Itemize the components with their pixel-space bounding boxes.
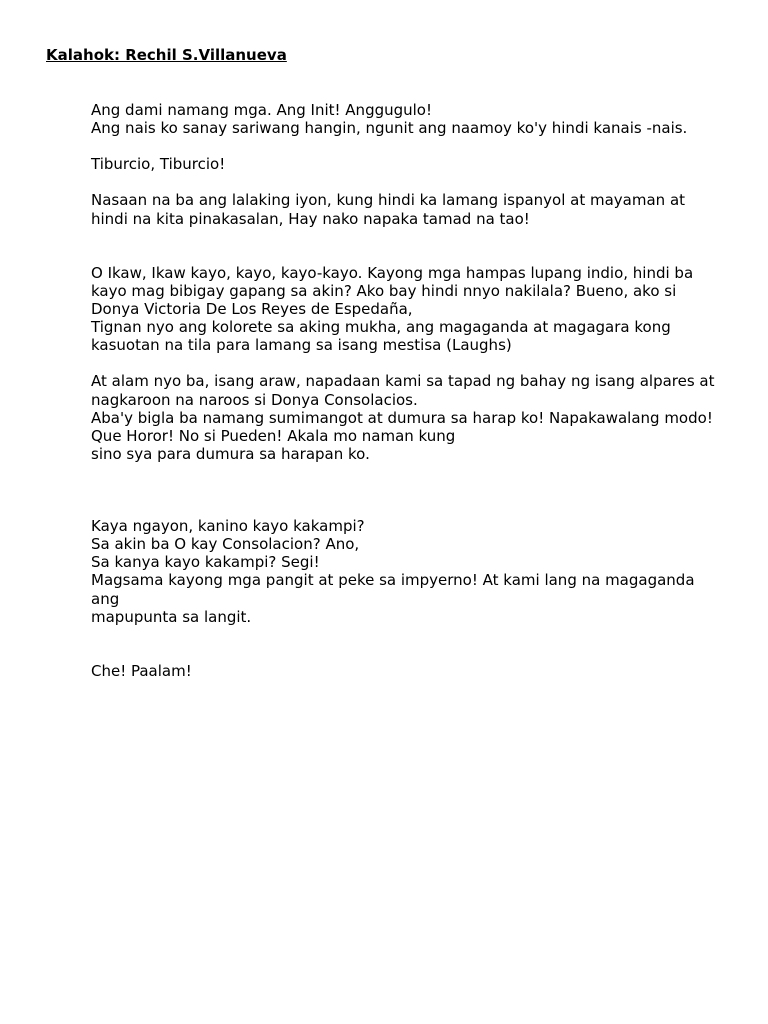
text-line: mapupunta sa langit. xyxy=(91,607,252,626)
text-line: Tiburcio, Tiburcio! xyxy=(91,155,226,174)
text-line: Tignan nyo ang kolorete sa aking mukha, ang magaganda at magagara kong xyxy=(91,318,671,337)
text-line: kasuotan na tila para lamang sa isang mestisa (Laughs) xyxy=(91,336,512,355)
blank-line xyxy=(91,644,751,662)
text-line: nagkaroon na naroos si Donya Consolacios. xyxy=(91,390,418,409)
blank-line xyxy=(91,354,751,372)
text-line: Ang dami namang mga. Ang Init! Anggugulo! xyxy=(91,101,433,119)
blank-line xyxy=(91,228,751,246)
text-line: Sa akin ba O kay Consolacion? Ano, xyxy=(91,535,360,554)
blank-line xyxy=(91,137,751,155)
text-line: Magsama kayong mga pangit at peke sa impyerno! At kami lang na magaganda xyxy=(91,571,695,590)
blank-line xyxy=(91,246,751,264)
text-line: hindi na kita pinakasalan, Hay nako napaka tamad na tao! xyxy=(91,209,530,228)
text-line: Que Horor! No si Pueden! Akala mo naman kung xyxy=(91,426,456,445)
blank-line xyxy=(91,626,751,644)
text-line: Nasaan na ba ang lalaking iyon, kung hindi ka lamang ispanyol at mayaman at xyxy=(91,191,686,210)
document-body xyxy=(91,101,751,680)
blank-line xyxy=(91,481,751,499)
text-line: O Ikaw, Ikaw kayo, kayo, kayo-kayo. Kayong mga hampas lupang indio, hindi ba xyxy=(91,263,694,282)
text-line: At alam nyo ba, isang araw, napadaan kami sa tapad ng bahay ng isang alpares at xyxy=(91,372,715,391)
text-line: Aba'y bigla ba namang sumimangot at dumura sa harap ko! Napakawalang modo! xyxy=(91,408,713,427)
text-line: ang xyxy=(91,589,120,608)
text-line: Kaya ngayon, kanino kayo kakampi? xyxy=(91,517,365,536)
text-line: Ang nais ko sanay sariwang hangin, ngunit ang naamoy ko'y hindi kanais -nais. xyxy=(91,119,688,138)
text-line: Donya Victoria De Los Reyes de Espedaña, xyxy=(91,300,413,319)
blank-line xyxy=(91,499,751,517)
text-line: sino sya para dumura sa harapan ko. xyxy=(91,444,370,463)
text-line: Che! Paalam! xyxy=(91,661,192,680)
blank-line xyxy=(91,173,751,191)
document-heading: Kalahok: Rechil S.Villanueva xyxy=(46,46,287,64)
text-line: kayo mag bibigay gapang sa akin? Ako bay hindi nnyo nakilala? Bueno, ako si xyxy=(91,281,677,300)
blank-line xyxy=(91,463,751,481)
text-line: Sa kanya kayo kakampi? Segi! xyxy=(91,553,320,572)
